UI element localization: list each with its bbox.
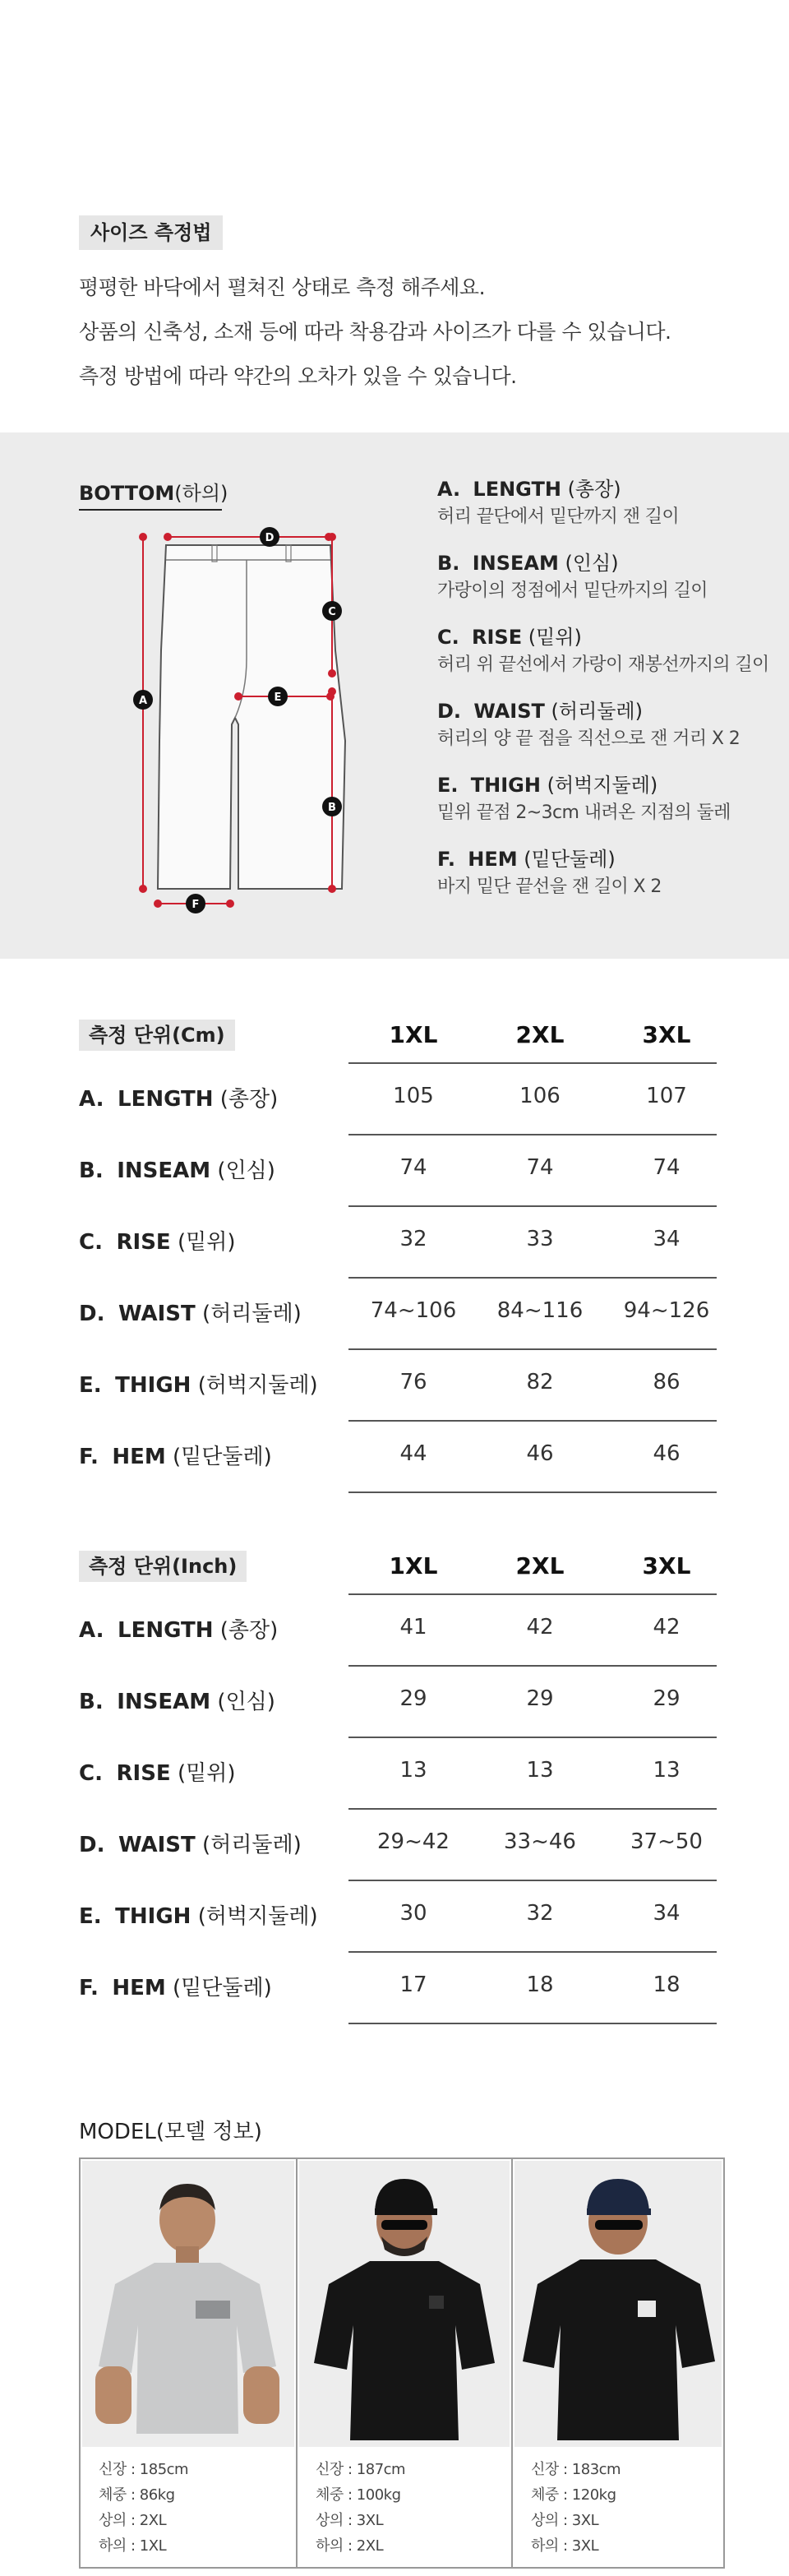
- model-cap-brim: [375, 2208, 437, 2215]
- model-weight: 체중 : 100kg: [316, 2486, 401, 2504]
- label-part: (허벅지둘레): [547, 774, 658, 797]
- table-cell: 32: [399, 1227, 427, 1251]
- model-bottom-size: 하의 : 1XL: [99, 2537, 167, 2555]
- table-cell: 13: [526, 1758, 554, 1783]
- definition-desc: 허리 끝단에서 밑단까지 잰 길이: [437, 506, 680, 527]
- measure-dot: [155, 900, 161, 907]
- label-part: WAIST: [118, 1302, 196, 1326]
- row-divider: [348, 1491, 717, 1493]
- marker-e-label: E: [274, 691, 282, 704]
- label-part: E.: [437, 774, 459, 797]
- table-cell: 33: [526, 1227, 554, 1251]
- table-cell: 18: [653, 1972, 681, 1997]
- model-bottom-size: 하의 : 2XL: [316, 2537, 384, 2555]
- label-part: THIGH: [115, 1373, 191, 1398]
- table-cell: 82: [526, 1370, 554, 1394]
- label-part: (인심): [565, 552, 619, 575]
- definition-heading: [437, 475, 782, 503]
- definition-desc: 허리의 양 끝 점을 직선으로 잰 거리 X 2: [437, 728, 741, 749]
- unit-badge-cm: 측정 단위(Cm): [79, 1020, 235, 1051]
- table-cell: 74: [653, 1155, 681, 1180]
- column-header: 1XL: [389, 1021, 438, 1048]
- tshirt-print: [196, 2301, 230, 2319]
- label-part: (밑단둘레): [524, 848, 616, 871]
- definition-heading: [437, 549, 782, 577]
- label-part: E.: [79, 1904, 102, 1929]
- table-row: [79, 1350, 717, 1422]
- definition-heading: [437, 845, 782, 873]
- model-photo-2: [299, 2161, 510, 2447]
- row-label: [79, 1225, 235, 1256]
- table-cell: 46: [653, 1441, 681, 1466]
- row-label: [79, 1828, 302, 1858]
- label-part: WAIST: [118, 1833, 196, 1857]
- tshirt-logo: [429, 2296, 444, 2309]
- model-arm: [95, 2366, 132, 2424]
- table-row: [79, 1064, 717, 1135]
- table-cell: 29: [526, 1686, 554, 1711]
- label-part: (밑단둘레): [173, 1976, 272, 2000]
- row-label: [79, 1899, 318, 1930]
- measure-dot: [140, 886, 146, 892]
- model-cap-brim: [587, 2208, 651, 2215]
- label-part: RISE: [472, 626, 523, 649]
- size-table-cm: [79, 1018, 717, 1469]
- table-cell: 34: [653, 1227, 681, 1251]
- table-cell: 42: [526, 1615, 554, 1639]
- label-part: (허벅지둘레): [197, 1904, 318, 1929]
- model-sunglasses: [595, 2220, 643, 2230]
- table-cell: 94~126: [623, 1298, 710, 1323]
- label-part: WAIST: [473, 700, 545, 723]
- table-row: [79, 1667, 717, 1738]
- table-cell: 105: [393, 1084, 434, 1108]
- row-label: [79, 1368, 318, 1399]
- measure-dot: [164, 534, 171, 540]
- table-header: [79, 1549, 717, 1592]
- table-cell: 42: [653, 1615, 681, 1639]
- label-part: F.: [79, 1976, 99, 2000]
- table-cell: 29: [399, 1686, 427, 1711]
- model-card-2: [296, 2159, 511, 2567]
- model-info-title: MODEL(모델 정보): [79, 2120, 262, 2144]
- table-cell: 74: [399, 1155, 427, 1180]
- model-height: 신장 : 187cm: [316, 2461, 406, 2478]
- definition-length: [437, 475, 782, 531]
- measurement-guide-badge: 사이즈 측정법: [79, 215, 223, 250]
- label-part: D.: [79, 1302, 105, 1326]
- label-part: B.: [79, 1159, 104, 1183]
- definition-thigh: [437, 771, 782, 827]
- definition-heading: [437, 697, 782, 725]
- bottom-title-bold: BOTTOM: [79, 482, 175, 505]
- measure-dot: [227, 900, 233, 907]
- table-cell: 30: [399, 1901, 427, 1926]
- measure-dot: [235, 693, 242, 700]
- table-row: [79, 1279, 717, 1350]
- intro-line-2: 상품의 신축성, 소재 등에 따라 착용감과 사이즈가 다를 수 있습니다.: [79, 320, 671, 344]
- table-cell: 29: [653, 1686, 681, 1711]
- label-part: A.: [437, 478, 461, 501]
- label-part: INSEAM: [472, 552, 559, 575]
- table-cell: 34: [653, 1901, 681, 1926]
- label-part: B.: [437, 552, 460, 575]
- table-row: [79, 1881, 717, 1953]
- table-cell: 74~106: [370, 1298, 457, 1323]
- definition-desc: 허리 위 끝선에서 가랑이 재봉선까지의 길이: [437, 654, 769, 675]
- label-part: INSEAM: [117, 1159, 211, 1183]
- table-cell: 41: [399, 1615, 427, 1639]
- model-weight: 체중 : 120kg: [531, 2486, 616, 2504]
- label-part: RISE: [116, 1761, 171, 1786]
- marker-a-label: A: [138, 695, 148, 707]
- row-label: [79, 1756, 235, 1787]
- table-row: [79, 1810, 717, 1881]
- measure-dot: [329, 670, 335, 677]
- table-row: [79, 1422, 717, 1493]
- intro-line-3: 측정 방법에 따라 약간의 오차가 있을 수 있습니다.: [79, 364, 517, 388]
- marker-b-label: B: [328, 802, 336, 814]
- pants-outline: [158, 545, 345, 889]
- label-part: RISE: [116, 1230, 171, 1255]
- label-part: (총장): [219, 1618, 279, 1643]
- row-label: [79, 1613, 278, 1644]
- label-part: A.: [79, 1618, 104, 1643]
- column-header: 3XL: [642, 1021, 691, 1048]
- column-header: 2XL: [515, 1021, 565, 1048]
- label-part: HEM: [468, 848, 518, 871]
- table-cell: 107: [646, 1084, 687, 1108]
- label-part: (총장): [219, 1087, 279, 1112]
- table-cell: 13: [399, 1758, 427, 1783]
- definition-waist: [437, 697, 782, 753]
- label-part: (밑단둘레): [173, 1445, 272, 1469]
- label-part: (허벅지둘레): [197, 1373, 318, 1398]
- model-stats-3: [531, 2457, 621, 2559]
- column-header: 3XL: [642, 1552, 691, 1579]
- label-part: THIGH: [470, 774, 541, 797]
- table-cell: 84~116: [496, 1298, 584, 1323]
- definition-inseam: [437, 549, 782, 605]
- column-header: 1XL: [389, 1552, 438, 1579]
- label-part: LENGTH: [118, 1618, 214, 1643]
- model-photo-1: [82, 2161, 294, 2447]
- label-part: F.: [79, 1445, 99, 1469]
- definition-rise: [437, 623, 782, 679]
- marker-d-label: D: [265, 532, 275, 544]
- table-header: [79, 1018, 717, 1061]
- measurement-definitions: [437, 475, 782, 919]
- table-cell: 33~46: [504, 1829, 576, 1854]
- column-header: 2XL: [515, 1552, 565, 1579]
- table-cell: 18: [526, 1972, 554, 1997]
- table-row: [79, 1595, 717, 1667]
- model-top-size: 상의 : 2XL: [99, 2512, 167, 2529]
- model-top-size: 상의 : 3XL: [531, 2512, 599, 2529]
- table-cell: 17: [399, 1972, 427, 1997]
- table-cell: 44: [399, 1441, 427, 1466]
- bottom-title-rest: (하의): [174, 482, 228, 505]
- label-part: C.: [437, 626, 459, 649]
- unit-badge-inch: 측정 단위(Inch): [79, 1551, 247, 1582]
- table-cell: 13: [653, 1758, 681, 1783]
- tshirt-pocket-patch: [638, 2301, 656, 2317]
- table-cell: 29~42: [377, 1829, 450, 1854]
- label-part: (허리둘레): [202, 1302, 302, 1326]
- model-photo-3: [514, 2161, 722, 2447]
- label-part: LENGTH: [118, 1087, 214, 1112]
- definition-hem: [437, 845, 782, 901]
- model-stats-2: [316, 2457, 405, 2559]
- measurement-intro: [0, 0, 789, 432]
- label-part: THIGH: [115, 1904, 191, 1929]
- label-part: (허리둘레): [551, 700, 643, 723]
- row-label: [79, 1154, 275, 1184]
- model-bottom-size: 하의 : 3XL: [531, 2537, 599, 2555]
- row-divider: [348, 2023, 717, 2024]
- label-part: HEM: [112, 1445, 166, 1469]
- label-part: HEM: [112, 1976, 166, 2000]
- table-row: [79, 1135, 717, 1207]
- table-cell: 86: [653, 1370, 681, 1394]
- table-cell: 74: [526, 1155, 554, 1180]
- model-sunglasses: [381, 2220, 427, 2230]
- model-info-grid: [79, 2157, 725, 2569]
- label-part: E.: [79, 1373, 102, 1398]
- row-label: [79, 1685, 275, 1715]
- label-part: C.: [79, 1761, 103, 1786]
- measure-dot: [329, 886, 335, 892]
- label-part: D.: [79, 1833, 105, 1857]
- label-part: A.: [79, 1087, 104, 1112]
- label-part: D.: [437, 700, 462, 723]
- table-row: [79, 1207, 717, 1279]
- label-part: (허리둘레): [202, 1833, 302, 1857]
- table-cell: 106: [519, 1084, 561, 1108]
- definition-heading: [437, 623, 782, 651]
- measure-dot: [140, 534, 146, 540]
- row-label: [79, 1297, 302, 1327]
- definition-heading: [437, 771, 782, 799]
- label-part: (밑위): [177, 1761, 236, 1786]
- label-part: (인심): [217, 1690, 275, 1714]
- definition-desc: 밑위 끝점 2~3cm 내려온 지점의 둘레: [437, 802, 731, 823]
- table-row: [79, 1738, 717, 1810]
- model-arm: [243, 2366, 279, 2424]
- model-height: 신장 : 183cm: [531, 2461, 621, 2478]
- row-label: [79, 1082, 278, 1112]
- label-part: (인심): [217, 1159, 275, 1183]
- table-row: [79, 1953, 717, 2024]
- label-part: (총장): [567, 478, 621, 501]
- bottom-title-underline: [79, 509, 222, 511]
- model-card-3: [511, 2159, 723, 2567]
- table-cell: 32: [526, 1901, 554, 1926]
- label-part: B.: [79, 1690, 104, 1714]
- label-part: (밑위): [528, 626, 582, 649]
- pants-diagram: [123, 527, 370, 930]
- label-part: F.: [437, 848, 455, 871]
- label-part: (밑위): [177, 1230, 236, 1255]
- intro-line-1: 평평한 바닥에서 펼쳐진 상태로 측정 해주세요.: [79, 275, 486, 299]
- definition-desc: 바지 밑단 끝선을 잰 길이 X 2: [437, 876, 662, 897]
- bottom-diagram-title: [79, 477, 228, 506]
- row-label: [79, 1971, 272, 2001]
- model-top-size: 상의 : 3XL: [316, 2512, 384, 2529]
- label-part: INSEAM: [117, 1690, 211, 1714]
- model-stats-1: [99, 2457, 188, 2559]
- size-table-inch: [79, 1549, 717, 2000]
- size-diagram-section: [0, 432, 789, 959]
- table-cell: 37~50: [630, 1829, 703, 1854]
- label-part: LENGTH: [473, 478, 561, 501]
- model-weight: 체중 : 86kg: [99, 2486, 175, 2504]
- table-cell: 76: [399, 1370, 427, 1394]
- marker-f-label: F: [191, 899, 200, 911]
- label-part: C.: [79, 1230, 103, 1255]
- model-card-1: [81, 2159, 296, 2567]
- table-cell: 46: [526, 1441, 554, 1466]
- definition-desc: 가랑이의 정점에서 밑단까지의 길이: [437, 580, 708, 601]
- model-height: 신장 : 185cm: [99, 2461, 189, 2478]
- marker-c-label: C: [328, 606, 336, 618]
- measure-dot: [329, 534, 335, 540]
- row-label: [79, 1440, 272, 1470]
- measure-dot: [327, 693, 334, 700]
